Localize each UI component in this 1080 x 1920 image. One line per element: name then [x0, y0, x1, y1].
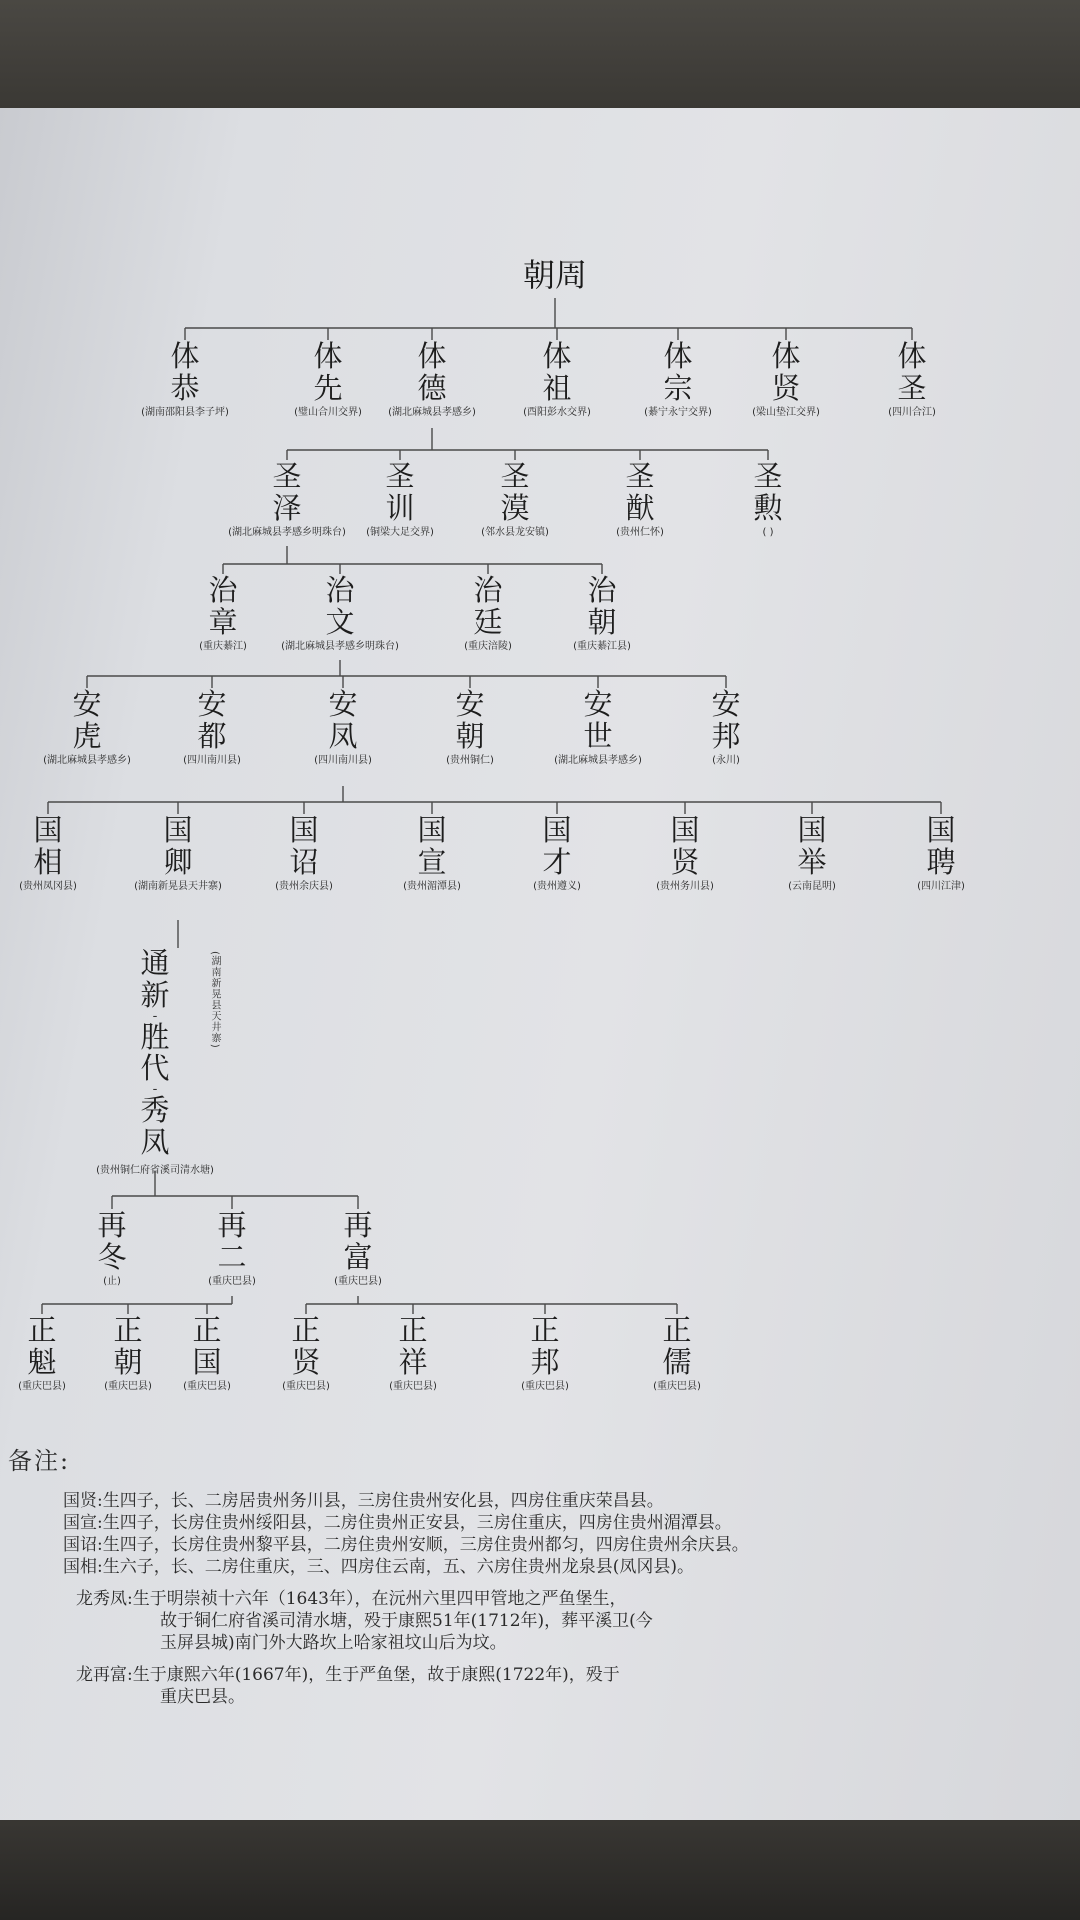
chain-name-char: 代 [140, 1051, 170, 1086]
person-name-char: 泽 [272, 491, 302, 526]
lineage-chain [96, 946, 214, 1176]
residence-label: (铜梁大足交界) [366, 526, 434, 538]
person-name-char: 世 [583, 719, 613, 754]
residence-label: (湖北麻城县孝感乡) [388, 406, 476, 418]
residence-label: (四川南川县) [314, 754, 372, 766]
background-top [0, 0, 1080, 110]
person-name-char: 正 [291, 1313, 321, 1347]
person-name-char: 朝 [587, 605, 617, 640]
residence-label: (湖南邵阳县李子坪) [141, 406, 229, 418]
remark-line: 国贤:生四子，长、二房居贵州务川县，三房住贵州安化县，四房住重庆荣昌县。 [63, 1491, 664, 1511]
person-name-char: 圣 [897, 371, 927, 406]
person-name-char: 圣 [272, 459, 302, 493]
bio-long-xiufeng [8, 1588, 1068, 1654]
person-name-char: 治 [473, 573, 503, 607]
person-name-char: 儒 [662, 1345, 692, 1380]
residence-label: (重庆綦江) [199, 640, 247, 652]
residence-label: (酉阳彭水交界) [523, 406, 591, 418]
residence-label: (湖北麻城县孝感乡明珠台) [228, 526, 346, 538]
person-name-char: 安 [583, 687, 613, 721]
chain-name-char: 新 [140, 977, 170, 1012]
person-name-char: 宣 [417, 845, 447, 880]
residence-label: (贵州仁怀) [616, 526, 664, 538]
chain-name-char: 通 [140, 946, 170, 980]
residence-label: (邻水县龙安镇) [481, 526, 549, 538]
residence-label: (止) [103, 1275, 121, 1287]
person-name-char: 邦 [711, 719, 741, 754]
person-name-char: 祥 [398, 1345, 428, 1380]
residence-label: (璧山合川交界) [294, 406, 362, 418]
chain-name-char: 秀 [140, 1093, 170, 1128]
person-name-char: 体 [897, 339, 927, 373]
remark-line: 国诏:生四子，长房住贵州黎平县，二房住贵州安顺，三房住贵州都匀，四房住贵州余庆县。 [63, 1535, 749, 1555]
person-name-char: 廷 [473, 605, 503, 640]
person-name-char: 邦 [530, 1345, 560, 1380]
person-name-char: 安 [72, 687, 102, 721]
person-name-char: 宗 [663, 371, 693, 406]
person-name-char: 再 [97, 1208, 127, 1242]
person-name-char: 国 [926, 813, 956, 847]
genealogy-paper [0, 108, 1080, 1820]
person-name-char: 贤 [670, 845, 700, 880]
person-name-char: 安 [197, 687, 227, 721]
residence-label: (云南昆明) [788, 880, 836, 892]
bio-line: 龙再富:生于康熙六年(1667年)，生于严鱼堡，故于康熙(1722年)，殁于 [76, 1665, 620, 1685]
residence-label: (贵州凤冈县) [19, 880, 77, 892]
remarks-title: 备注: [8, 1447, 71, 1475]
person-name-char: 贤 [291, 1345, 321, 1380]
residence-label: (重庆巴县) [183, 1380, 231, 1392]
person-name-char: 再 [343, 1208, 373, 1242]
person-name-char: 先 [313, 371, 343, 406]
chain-dash: - [152, 1081, 158, 1098]
residence-label: (重庆巴县) [208, 1275, 256, 1287]
residence-label: (湖北麻城县孝感乡) [43, 754, 131, 766]
person-name-char: 贤 [771, 371, 801, 406]
chain-dash: - [152, 1007, 158, 1024]
person-name-char: 冬 [97, 1240, 127, 1275]
remarks-lines [8, 1490, 1068, 1578]
person-name-char: 治 [325, 573, 355, 607]
residence-label: (重庆巴县) [521, 1380, 569, 1392]
chain-residence-label: (贵州铜仁府省溪司清水塘) [96, 1164, 214, 1176]
person-name-char: 圣 [385, 459, 415, 493]
person-name-char: 正 [398, 1313, 428, 1347]
person-name-char: 体 [542, 339, 572, 373]
residence-label: (贵州遵义) [533, 880, 581, 892]
residence-label: (湖北麻城县孝感乡明珠台) [281, 640, 399, 652]
residence-label: (永川) [712, 754, 740, 766]
person-name-char: 卿 [163, 845, 193, 880]
person-name-char: 治 [587, 573, 617, 607]
root-name: 朝周 [522, 256, 588, 294]
chain-side-note: (湖南新晃县天井寨) [209, 951, 220, 1049]
person-name-char: 体 [170, 339, 200, 373]
person-name-char: 聘 [926, 845, 956, 880]
person-name-char: 国 [289, 813, 319, 847]
person-name-char: 正 [662, 1313, 692, 1347]
person-name-char: 体 [417, 339, 447, 373]
background-bottom [0, 1812, 1080, 1920]
bio-line: 玉屏县城)南门外大路坎上哈家祖坟山后为坟。 [160, 1633, 507, 1653]
person-name-char: 诏 [289, 845, 319, 880]
person-name-char: 朝 [113, 1345, 143, 1380]
person-name-char: 魁 [27, 1345, 57, 1380]
person-name-char: 正 [530, 1313, 560, 1347]
residence-label: (重庆巴县) [18, 1380, 66, 1392]
person-name-char: 恭 [170, 371, 200, 406]
residence-label: (梁山垫江交界) [752, 406, 820, 418]
person-name-char: 祖 [542, 371, 572, 406]
residence-label: (重庆巴县) [104, 1380, 152, 1392]
person-name-char: 虎 [72, 719, 102, 754]
residence-label: (贵州务川县) [656, 880, 714, 892]
person-name-char: 国 [797, 813, 827, 847]
person-name-char: 国 [33, 813, 63, 847]
person-name-char: 正 [192, 1313, 222, 1347]
person-name-char: 文 [325, 605, 355, 640]
person-name-char: 富 [343, 1240, 373, 1275]
residence-label: (綦宁永宁交界) [644, 406, 712, 418]
person-name-char: 才 [542, 845, 572, 880]
person-name-char: 安 [711, 687, 741, 721]
person-name-char: 都 [197, 719, 227, 754]
residence-label: (四川合江) [888, 406, 936, 418]
person-name-char: 再 [217, 1208, 247, 1242]
person-name-char: 凤 [328, 719, 358, 754]
person-name-char: 圣 [500, 459, 530, 493]
person-name-char: 国 [417, 813, 447, 847]
person-name-char: 勲 [753, 491, 783, 526]
person-name-char: 治 [208, 573, 238, 607]
residence-label: (贵州铜仁) [446, 754, 494, 766]
person-name-char: 训 [385, 491, 415, 526]
person-name-char: 章 [208, 605, 238, 640]
residence-label: (重庆巴县) [334, 1275, 382, 1287]
residence-label: (重庆巴县) [389, 1380, 437, 1392]
person-name-char: 安 [455, 687, 485, 721]
person-name-char: 安 [328, 687, 358, 721]
residence-label: (贵州余庆县) [275, 880, 333, 892]
person-name-char: 德 [417, 371, 447, 406]
person-name-char: 朝 [455, 719, 485, 754]
person-name-char: 漠 [500, 491, 530, 526]
chain-name-char: 凤 [140, 1125, 170, 1160]
person-name-char: 国 [192, 1345, 222, 1380]
person-name-char: 体 [313, 339, 343, 373]
remark-line: 国相:生六子，长、二房住重庆，三、四房住云南，五、六房住贵州龙泉县(凤冈县)。 [63, 1557, 694, 1577]
person-name-char: 国 [670, 813, 700, 847]
bio-line: 重庆巴县。 [160, 1687, 245, 1707]
person-name-char: 国 [163, 813, 193, 847]
residence-label: (重庆巴县) [653, 1380, 701, 1392]
person-name-char: 国 [542, 813, 572, 847]
residence-label: (湖南新晃县天井寨) [134, 880, 222, 892]
residence-label: (重庆巴县) [282, 1380, 330, 1392]
person-name-char: 体 [663, 339, 693, 373]
residence-label: (重庆綦江县) [573, 640, 631, 652]
residence-label: (湖北麻城县孝感乡) [554, 754, 642, 766]
person-name-char: 相 [33, 845, 63, 880]
person-name-char: 体 [771, 339, 801, 373]
remark-line: 国宣:生四子，长房住贵州绥阳县，二房住贵州正安县，三房住重庆，四房住贵州湄潭县。 [63, 1513, 732, 1533]
residence-label: (贵州湄潭县) [403, 880, 461, 892]
person-name-char: 猷 [625, 491, 655, 526]
bio-long-zaifu [8, 1664, 1068, 1708]
chain-name-char: 胜 [140, 1019, 170, 1054]
bio-line: 故于铜仁府省溪司清水塘，殁于康熙51年(1712年)，葬平溪卫(今 [160, 1611, 653, 1631]
person-name-char: 圣 [753, 459, 783, 493]
person-name-char: 圣 [625, 459, 655, 493]
remarks-section [8, 1441, 1068, 1708]
person-name-char: 正 [113, 1313, 143, 1347]
person-name-char: 举 [797, 845, 827, 880]
residence-label: (四川南川县) [183, 754, 241, 766]
person-name-char: 二 [217, 1240, 247, 1275]
residence-label: (四川江津) [917, 880, 965, 892]
residence-label: (重庆涪陵) [464, 640, 512, 652]
bio-line: 龙秀凤:生于明崇祯十六年（1643年），在沅州六里四甲管地之严鱼堡生， [76, 1589, 627, 1609]
residence-label: ( ) [762, 526, 774, 538]
person-name-char: 正 [27, 1313, 57, 1347]
